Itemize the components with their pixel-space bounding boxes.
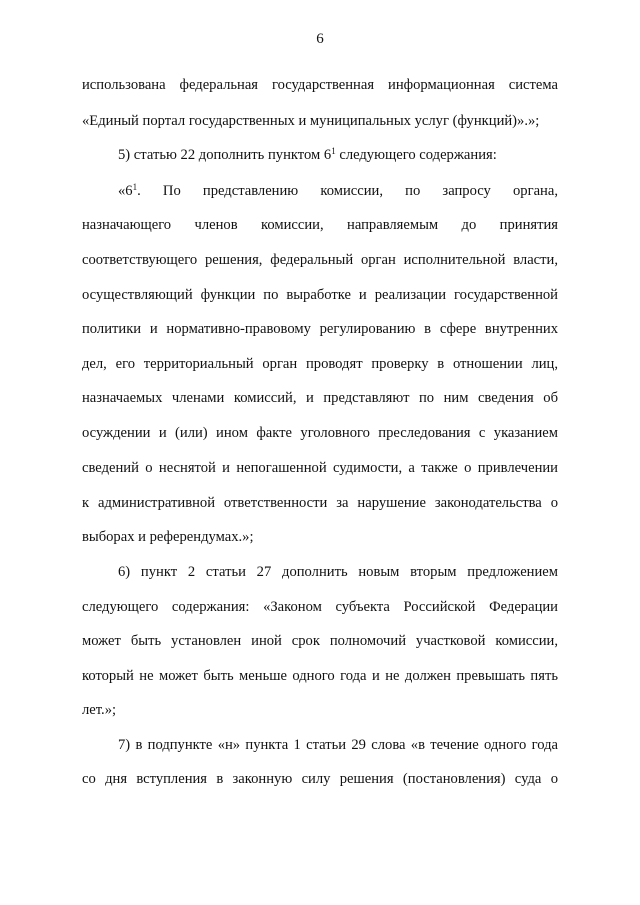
text-line: 7) в подпункте «н» пункта 1 статьи 29 слова «в течение одного года <box>118 737 558 753</box>
text-line: назначаемых членами комиссий, и представляют по ним сведения об <box>82 390 558 406</box>
text-line <box>118 146 558 164</box>
text-line: со дня вступления в законную силу решения (постановления) суда о <box>82 771 558 787</box>
text-line: осуждении и (или) ином факте уголовного преследования с указанием <box>82 425 558 441</box>
text-fragment: . По представлению комиссии, по запросу органа, <box>137 183 558 199</box>
text-line: дел, его территориальный орган проводят проверку в отношении лиц, <box>82 356 558 372</box>
text-line: который не может быть меньше одного года и не должен превышать пять <box>82 668 558 684</box>
superscript: 1 <box>132 182 138 193</box>
text-fragment: 5) статью 22 дополнить пунктом 6 <box>118 147 332 163</box>
text-line: следующего содержания: «Законом субъекта Российской Федерации <box>82 599 558 615</box>
text-line: назначающего членов комиссии, направляемым до принятия <box>82 217 558 233</box>
text-line: «Единый портал государственных и муниципальных услуг (функций)».»; <box>82 113 540 129</box>
text-line: к административной ответственности за нарушение законодательства о <box>82 495 558 511</box>
text-line: 6) пункт 2 статьи 27 дополнить новым вторым предложением <box>118 564 558 580</box>
text-line: может быть установлен иной срок полномочий участковой комиссии, <box>82 633 558 649</box>
text-line: политики и нормативно-правовому регулированию в сфере внутренних <box>82 321 558 337</box>
text-line: выборах и референдумах.»; <box>82 529 254 545</box>
page-number: 6 <box>316 31 324 47</box>
text-line: сведений о неснятой и непогашенной судимости, а также о привлечении <box>82 460 558 476</box>
text-fragment: «6 <box>118 183 133 199</box>
text-fragment: следующего содержания: <box>335 147 497 163</box>
text-line <box>118 182 558 200</box>
text-line: осуществляющий функции по выработке и реализации государственной <box>82 287 558 303</box>
text-line: использована федеральная государственная информационная система <box>82 77 558 93</box>
text-line: лет.»; <box>82 702 117 718</box>
superscript: 1 <box>331 146 336 157</box>
text-line: соответствующего решения, федеральный орган исполнительной власти, <box>82 252 558 268</box>
